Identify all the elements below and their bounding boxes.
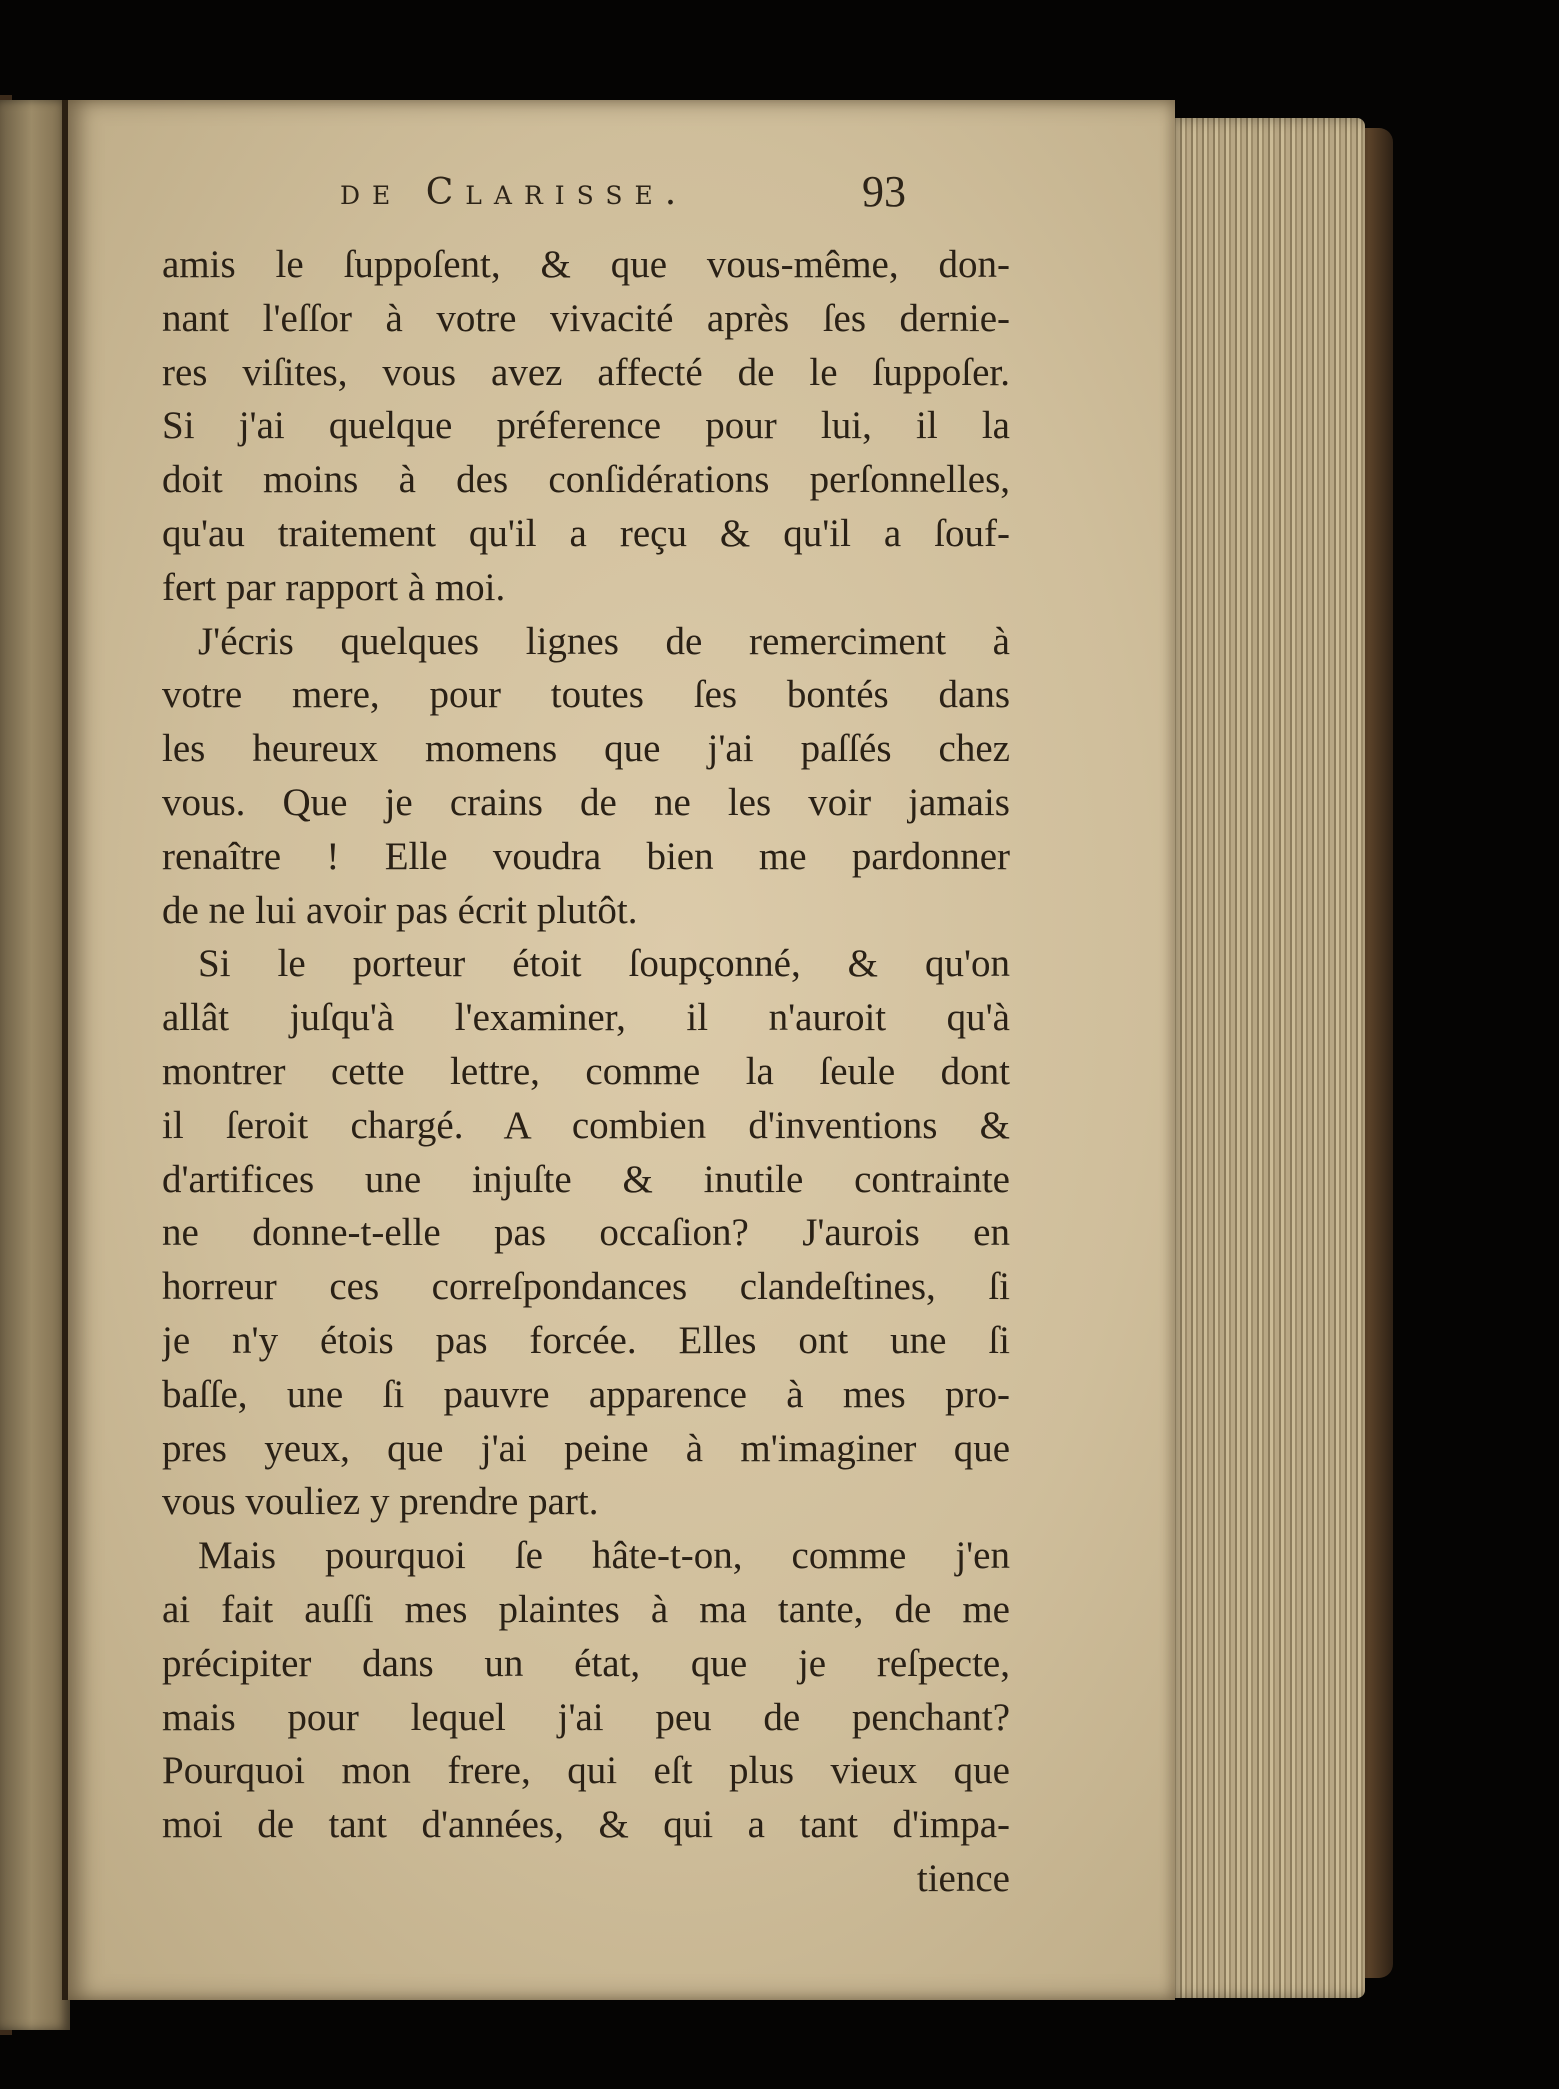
text-line: fert par rapport à moi. [162, 565, 506, 609]
page-stack-edge [1165, 118, 1365, 1998]
text-line: qu'au traitement qu'il a reçu & qu'il a ſouf- [162, 511, 1010, 555]
text-line: les heureux momens que j'ai paſſés chez [162, 727, 1010, 771]
text-line: d'artifices une injuſte & inutile contrainte [162, 1157, 1010, 1201]
text-line: je n'y étois pas forcée. Elles ont une ſi [162, 1318, 1010, 1362]
text-line: allât juſqu'à l'examiner, il n'auroit qu'à [162, 996, 1010, 1040]
text-line: vous. Que je crains de ne les voir jamais [162, 780, 1010, 824]
text-line: pres yeux, que j'ai peine à m'imaginer que [162, 1426, 1010, 1470]
text-line: il ſeroit chargé. A combien d'inventions & [162, 1103, 1010, 1147]
running-header [340, 172, 688, 213]
gutter [62, 100, 68, 2000]
running-title: de Clarisse. [340, 172, 689, 213]
body-text [162, 238, 1010, 1906]
text-line: amis le ſuppoſent, & que vous-même, don- [162, 243, 1010, 286]
page-number: 93 [862, 167, 906, 216]
previous-page-edge [0, 100, 70, 2030]
text-line: J'écris quelques lignes de remerciment à [198, 619, 1010, 663]
text-line: ne donne-t-elle pas occaſion? J'aurois en [162, 1211, 1010, 1255]
text-line: précipiter dans un état, que je reſpecte, [162, 1641, 1010, 1685]
text-line: Si j'ai quelque préference pour lui, il la [162, 404, 1010, 448]
text-line: montrer cette lettre, comme la ſeule dont [162, 1049, 1010, 1093]
text-line: Si le porteur étoit ſoupçonné, & qu'on [198, 942, 1010, 986]
text-line: res viſites, vous avez affecté de le ſuppoſer. [162, 350, 1010, 394]
text-line: baſſe, une ſi pauvre apparence à mes pro- [162, 1372, 1010, 1416]
text-line: votre mere, pour toutes ſes bontés dans [162, 673, 1010, 717]
text-line: de ne lui avoir pas écrit plutôt. [162, 888, 638, 932]
text-line: moi de tant d'années, & qui a tant d'impa- [162, 1803, 1010, 1847]
text-line: doit moins à des conſidérations perſonnelles, [162, 458, 1010, 502]
text-line: Pourquoi mon frere, qui eſt plus vieux que [162, 1749, 1010, 1793]
text-line: nant l'eſſor à votre vivacité après ſes dernie- [162, 296, 1010, 340]
catchword: tience [916, 1856, 1010, 1900]
text-line: renaître ! Elle voudra bien me pardonner [162, 834, 1010, 878]
text-line: mais pour lequel j'ai peu de penchant? [162, 1695, 1010, 1739]
text-line: ai fait auſſi mes plaintes à ma tante, de me [162, 1587, 1010, 1631]
text-line: vous vouliez y prendre part. [162, 1480, 599, 1524]
text-line: Mais pourquoi ſe hâte-t-on, comme j'en [198, 1534, 1010, 1578]
text-line: horreur ces correſpondances clandeſtines, ſi [162, 1265, 1010, 1309]
